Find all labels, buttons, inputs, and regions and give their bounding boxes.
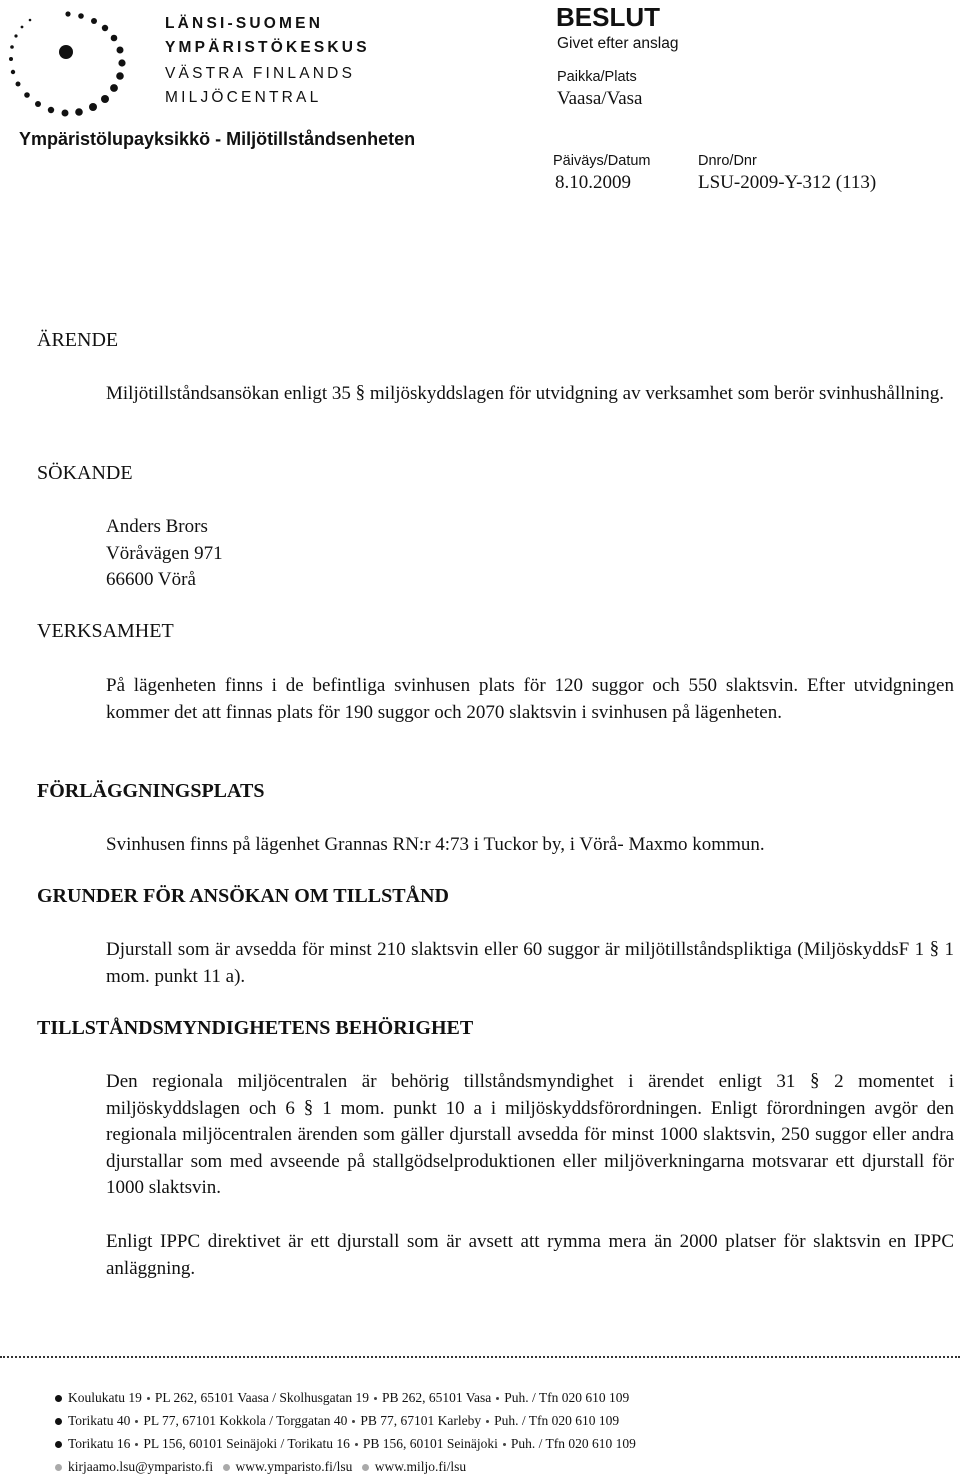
footer-address-seinajoki: Torikatu 16 PL 156, 60101 Seinäjoki / Torikatu 16 PB 156, 60101 Seinäjoki Puh. / Tfn 020 610 109 — [55, 1436, 636, 1452]
section-heading-verksamhet: VERKSAMHET — [37, 620, 174, 642]
section-heading-sokande: SÖKANDE — [37, 462, 133, 484]
bullet-icon — [362, 1464, 369, 1471]
behorighet-text: Den regionala miljöcentralen är behörig tillståndsmyndighet i ärendet enligt 31 § 2 momentet i miljöskyddslagen och 6 § 1 mom. punkt 10 a i miljöskyddsförordningen. Enligt förordningen avgör den regionala miljöcentralen ärenden som gäller djurstall avsedda för minst 1000 slaktsvin, 250 suggor eller andra djurstallar som med avseende på stallgödselproduktionen eller miljöverkningarna motsvarar ett djurstall för 1000 slaktsvin. — [106, 1070, 955, 1198]
bullet-icon — [55, 1395, 62, 1402]
section-heading-arende: ÄRENDE — [37, 329, 119, 351]
logo-text-line-3: VÄSTRA FINLANDS — [165, 65, 356, 82]
bullet-icon — [55, 1464, 62, 1471]
forlaggningsplats-text: Svinhusen finns på lägenhet Grannas RN:r 4:73 i Tuckor by, i Vörå- Maxmo kommun. — [106, 834, 765, 855]
document-type: BESLUT — [556, 2, 660, 32]
section-heading-forlaggningsplats: FÖRLÄGGNINGSPLATS — [37, 780, 265, 802]
section-sign-icon: § — [355, 382, 366, 403]
section-sign-icon: § — [810, 1070, 820, 1091]
footer-address-vaasa: Koulukatu 19 PL 262, 65101 Vaasa / Skolhusgatan 19 PB 262, 65101 Vasa Puh. / Tfn 020 610 109 — [55, 1390, 629, 1406]
applicant-address — [106, 514, 223, 594]
bullet-icon — [55, 1441, 62, 1448]
logo-text-line-1: LÄNSI-SUOMEN — [165, 15, 324, 32]
bullet-icon — [55, 1418, 62, 1425]
dnr-label: Dnro/Dnr — [698, 153, 757, 169]
registry-email-link[interactable]: kirjaamo.lsu@ymparisto.fi — [68, 1459, 214, 1474]
applicant-postal: 66600 Vörå — [106, 569, 196, 590]
logo-text-line-2: YMPÄRISTÖKESKUS — [165, 39, 370, 56]
date-value: 8.10.2009 — [555, 172, 631, 193]
arende-text: Miljötillståndsansökan enligt 35 § miljöskyddslagen för utvidgning av verksamhet som berör svinhushållning. — [106, 382, 945, 404]
logo-text-line-4: MILJÖCENTRAL — [165, 89, 322, 106]
section-heading-behorighet: TILLSTÅNDSMYNDIGHETENS BEHÖRIGHET — [37, 1017, 474, 1039]
ippc-text: Enligt IPPC direktivet är ett djurstall som är avsett att rymma mera än 2000 platser för slaktsvin en IPPC anläggning. — [106, 1231, 954, 1279]
footer-divider — [0, 1356, 960, 1358]
section-sign-icon: § — [303, 1096, 314, 1118]
dnr-value: LSU-2009-Y-312 (113) — [698, 172, 877, 193]
applicant-name: Anders Brors — [106, 516, 208, 537]
place-value: Vaasa/Vasa — [557, 88, 643, 109]
place-label: Paikka/Plats — [557, 69, 637, 85]
environment-centre-logo-icon — [8, 6, 138, 124]
section-sign-icon: § — [929, 938, 940, 959]
unit-name: Ympäristölupayksikkö - Miljötillståndsenheten — [19, 129, 416, 149]
verksamhet-text: På lägenheten finns i de befintliga svinhusen plats för 120 suggor och 550 slaktsvin. Efter utvidgningen kommer det att finnas plats för 190 suggor och 2070 slaktsvin i svinhusen på lägenheten. — [106, 675, 954, 723]
grunder-text: Djurstall som är avsedda för minst 210 slaktsvin eller 60 suggor är miljötillståndspliktiga (MiljöskyddsF 1 § 1 mom. punkt 11 a). — [106, 938, 955, 987]
ymparisto-web-link[interactable]: www.ymparisto.fi/lsu — [235, 1459, 353, 1474]
footer-web-links — [55, 1459, 466, 1475]
miljo-web-link[interactable]: www.miljo.fi/lsu — [374, 1459, 467, 1474]
document-subtype: Givet efter anslag — [557, 35, 679, 52]
bullet-icon — [223, 1464, 230, 1471]
applicant-street: Vöråvägen 971 — [106, 542, 223, 564]
section-heading-grunder: GRUNDER FÖR ANSÖKAN OM TILLSTÅND — [37, 885, 449, 907]
date-label: Päiväys/Datum — [553, 153, 651, 169]
footer-address-kokkola: Torikatu 40 PL 77, 67101 Kokkola / Torggatan 40 PB 77, 67101 Karleby Puh. / Tfn 020 610 109 — [55, 1413, 619, 1429]
